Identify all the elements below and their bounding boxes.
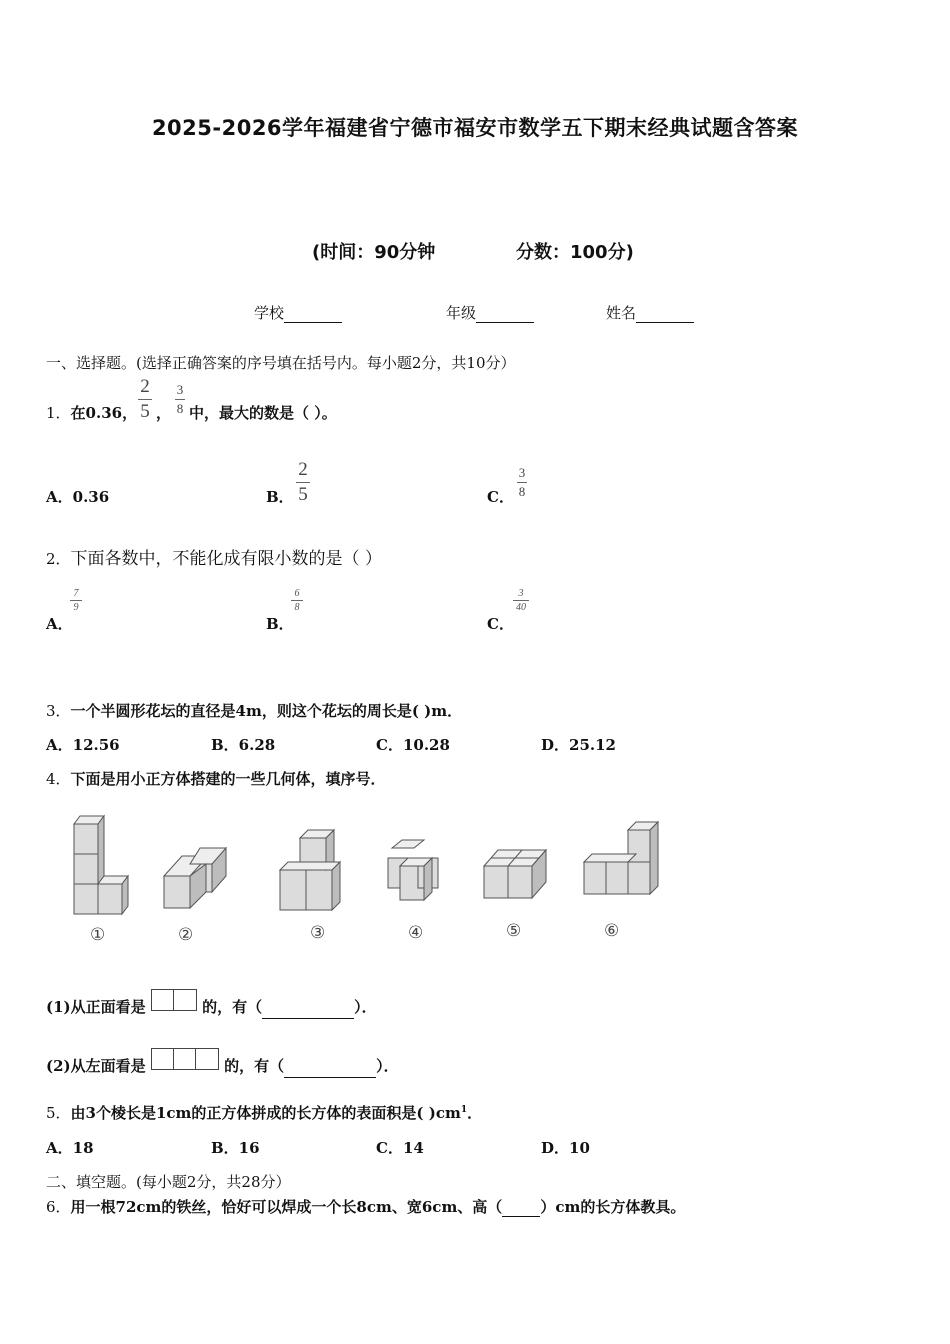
- q3-option-a[interactable]: A．12.56: [46, 736, 120, 754]
- exam-time: (时间：90分钟: [312, 242, 436, 263]
- school-label: 学校: [254, 304, 285, 322]
- grade-blank[interactable]: [476, 308, 534, 323]
- cube-figures: [40, 800, 680, 950]
- q5-option-d[interactable]: D．10: [541, 1139, 590, 1157]
- q1-tail: 中，最大的数是（ ）。: [189, 404, 337, 422]
- q1-option-c[interactable]: C．: [487, 488, 514, 506]
- q3-option-c[interactable]: C．10.28: [376, 736, 450, 754]
- left-view-shape: [151, 1048, 219, 1070]
- question-4: 4．下面是用小正方体搭建的一些几何体，填序号．: [46, 770, 386, 788]
- page-title: 2025-2026学年福建省宁德市福安市数学五下期末经典试题含答案: [151, 116, 799, 140]
- q1-comma: ，: [156, 404, 172, 422]
- figure-label-2: ②: [178, 925, 194, 945]
- figure-label-3: ③: [310, 923, 326, 943]
- exam-score: 分数：100分): [516, 242, 634, 263]
- name-label: 姓名: [606, 304, 637, 322]
- question-5: 5．由3个棱长是1cm的正方体拼成的长方体的表面积是( )$cm^1$．: [46, 1104, 483, 1122]
- q4-part-2: (2)从左面看是 的，有（ ）．: [46, 1055, 399, 1078]
- figure-2: [164, 848, 226, 908]
- section-choice-heading: 一、选择题。(选择正确答案的序号填在括号内。每小题2分，共10分）: [46, 354, 516, 372]
- grade-field: [446, 302, 534, 323]
- figure-label-6: ⑥: [604, 921, 620, 941]
- school-field: [254, 302, 342, 323]
- figure-4: [388, 840, 438, 900]
- front-view-shape: [151, 989, 197, 1011]
- q2-option-b[interactable]: B．: [266, 615, 294, 633]
- q1-option-c-fraction: 3 8: [518, 465, 526, 499]
- q3-option-b[interactable]: B．6.28: [211, 736, 276, 754]
- q4-part-2-blank[interactable]: [284, 1064, 376, 1078]
- q5-option-c[interactable]: C．14: [376, 1139, 424, 1157]
- figure-1: [74, 816, 128, 914]
- q2-option-b-fraction: 6 8: [291, 588, 303, 613]
- q3-option-d[interactable]: D．25.12: [541, 736, 616, 754]
- figure-3: [280, 830, 340, 910]
- figure-5: [484, 850, 546, 898]
- q2-option-c[interactable]: C．: [487, 615, 514, 633]
- question-2: 2．下面各数中，不能化成有限小数的是（ ）: [46, 549, 382, 569]
- q4-part-1: (1)从正面看是 的，有（ ）．: [46, 996, 377, 1019]
- grade-label: 年级: [446, 304, 477, 322]
- figure-label-5: ⑤: [506, 921, 522, 941]
- q1-fraction-3-8: 3 8: [176, 382, 184, 416]
- q2-option-a[interactable]: A．: [46, 615, 73, 633]
- figure-label-1: ①: [90, 925, 106, 945]
- school-blank[interactable]: [284, 308, 342, 323]
- q1-fraction-2-5: 2 5: [138, 376, 152, 423]
- section-fill-heading: 二、填空题。(每小题2分，共28分）: [46, 1173, 291, 1191]
- q1-option-a[interactable]: A．0.36: [46, 488, 110, 506]
- name-field: [606, 302, 694, 323]
- q6-blank[interactable]: [502, 1203, 540, 1217]
- q5-option-a[interactable]: A．18: [46, 1139, 94, 1157]
- figure-label-4: ④: [408, 923, 424, 943]
- q2-option-a-fraction: 7 9: [70, 588, 82, 613]
- name-blank[interactable]: [636, 308, 694, 323]
- q1-option-b[interactable]: B．: [266, 488, 294, 506]
- q4-part-1-blank[interactable]: [262, 1005, 354, 1019]
- q1-option-b-fraction: 2 5: [296, 459, 310, 506]
- figure-6: [584, 822, 658, 894]
- question-6: 6．用一根72cm的铁丝，恰好可以焊成一个长8cm、宽6cm、高（ ）cm的长方体教具。: [46, 1198, 686, 1216]
- q5-option-b[interactable]: B．16: [211, 1139, 260, 1157]
- question-1: 1．在0.36，: [46, 404, 138, 422]
- question-3: 3．一个半圆形花坛的直径是4m，则这个花坛的周长是( )m．: [46, 702, 463, 720]
- q2-option-c-fraction: 3 40: [513, 588, 529, 613]
